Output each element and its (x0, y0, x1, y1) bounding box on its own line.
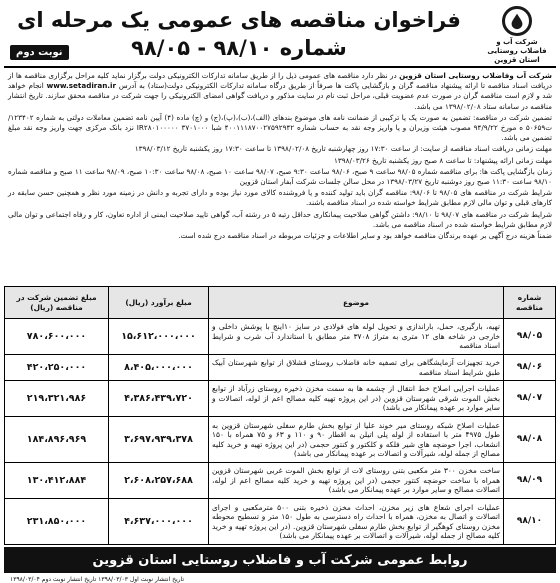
logo-text: شرکت آب و فاضلاب روستایی استان قزوین (487, 38, 547, 64)
tender-subject: عملیات اجرایی اصلاح خط انتقال از چشمه ها به سمت مخزن ذخیره روستای زرآباد از توابع بخش الموت شرقی شهرستان قزوین (در این پروژه تهیه کلیه مصالح اعم از لوله، اتصالات و سایر موارد بر عهده پیمانکار می باشد) (209, 381, 504, 417)
tender-number: ۹۸/۰۷ (504, 381, 556, 417)
table-row (5, 381, 556, 417)
water-drop-icon (502, 6, 532, 36)
setad-link[interactable]: www.setadiran.ir (46, 81, 117, 91)
footer-banner (4, 547, 556, 573)
header-subject: موضوع (209, 287, 504, 319)
tender-guarantee: ۴۲۰،۲۵۰،۰۰۰ (5, 355, 109, 381)
tender-estimate: ۲،۶۰۸،۲۵۷،۶۸۸ (109, 463, 209, 499)
tender-subject: خرید تجهیزات آزمایشگاهی برای تصفیه خانه فاضلاب روستای قشلاق از توابع شهرستان آبیک طبق شرایط اسناد مناقصه (209, 355, 504, 381)
tender-table (4, 286, 556, 545)
paragraph-conditions-works: شرایط شرکت در مناقصه های ۹۸/۰۷ تا ۹۸/۱۰: داشتن گواهی صلاحیت پیمانکاری حداقل رتبه ۵ در رشته آب، گواهی تایید صلاحیت ایمنی از اداره تعاون، کار و رفاه اجتماعی و توان مالی لازم مطابق شرایط خواسته شده در اسناد مناقصه می باشد. (8, 209, 552, 229)
intro-text: در نظر دارد مناقصه های عمومی ذیل را از طریق سامانه تدارکات الکترونیکی دولت برگزار نماید کلیه مراحل برگزاری مناقصه ها از دریافت اسناد مناقصه تا ارائه پیشنهاد مناقصه گران و بازگشایی پاکت ها صرفاً از طریق درگاه سامانه تدارکات الکترونیکی دولت(ستاد) به آدرس (8, 71, 553, 91)
company-name: شرکت آب وفاضلاب روستایی استان قزوین (399, 71, 552, 80)
table-row (5, 499, 556, 545)
tender-guarantee: ۲۱۹،۳۲۱،۹۸۶ (5, 381, 109, 417)
paragraph-intro (8, 71, 552, 112)
tender-subject: عملیات اجرای شعاع های زیر مخزن، احداث مخزن ذخیره بتنی ۵۰۰ مترمکعبی و اجرای اتصالات و اتصال به مخزن، همراه با احداث راه دسترسی به طول ۱۵۰ متر و تسطیح محوطه مخزن روستای کوهگیر از توابع بخش طارم سفلی شهرستان قزوین. (در این پروژه تهیه و خرید کلیه مصالح از جمله لوله، شیرآلات و اتصالات بر عهده پیمانکار می باشد) (209, 499, 504, 545)
intro-text-continued: انجام خواهد شد و لازم است مناقصه گران در صورت عدم عضویت قبلی، مراحل ثبت نام در سایت مذکور و دریافت گواهی امضای الکترونیکی را جهت شرکت در مناقصه محقق سازند. تاریخ انتشار مناقصه در سامانه ستاد ۱۳۹۸/۰۲/۰۸ می باشد. (8, 81, 552, 111)
table-row (5, 355, 556, 381)
table-row (5, 463, 556, 499)
paragraph-opening: زمان بازگشایی پاکت ها: برای مناقصه شماره ۹۸/۰۵ ساعت ۹ صبح، ۹۸/۰۶ ساعت ۹:۳۰ صبح، ۹۸/۰۷ ساعت ۱۰ صبح، ۹۸/۰۸ ساعت ۱۰:۳۰ صبح، ۹۸/۰۹ ساعت ۱۱ صبح و مناقصه شماره ۹۸/۱۰ ساعت ۱۱:۳۰ صبح روز دوشنبه تاریخ ۱۳۹۸/۰۳/۲۷ در محل سالن جلسات شرکت آبفار استان قزوین (8, 166, 552, 187)
paragraph-note: ضمناً هزینه درج آگهی بر عهده برندگان مناقصه خواهد بود و سایر اطلاعات و جزئیات مربوطه در اسناد مناقصه درج شده است. (178, 231, 552, 241)
paragraph-guarantee: تضمین شرکت در مناقصه: تضمین به صورت یک یا ترکیبی از ضمانت نامه های موضوع بندهای (الف)،(ب)،(پ)،(ج) و (چ) ماده (۴) آیین نامه تضمین معاملات دولتی به شماره ۱۲۳۴۰۲/ت۵۰۶۵۹ ه مورخ ۹۴/۹/۲۲ مصوب هیئت وزیران و یا واریز وجه نقد به حساب شماره ۴۰۰۱۱۱۸۷۰۰۲۷۵۹۲۹۴۲ شبا IR۲۸۰۱۰۰۰۰۰ ۳۷۰۱۰۰۰ نزد بانک مرکزی جهت واریز وجه نقد مبلغ تضمین می باشد. (8, 112, 552, 143)
tender-estimate: ۱۵،۶۱۲،۰۰۰،۰۰۰ (109, 319, 209, 355)
notice-number: شماره ۹۸/۱۰ - ۹۸/۰۵ (131, 36, 347, 60)
tender-guarantee: ۷۸۰،۶۰۰،۰۰۰ (5, 319, 109, 355)
header-guarantee: مبلغ تضمین شرکت در مناقصه (ریال) (5, 287, 109, 319)
tender-estimate: ۴،۳۸۶،۴۳۹،۷۲۰ (109, 381, 209, 417)
tender-guarantee: ۱۳۰،۴۱۲،۸۸۴ (5, 463, 109, 499)
tender-guarantee: ۲۳۱،۸۵۰،۰۰۰ (5, 499, 109, 545)
footer-title: روابط عمومی شرکت آب و فاضلاب روستایی استان قزوین (92, 552, 468, 568)
tender-number: ۹۸/۰۸ (504, 417, 556, 463)
tender-number: ۹۸/۱۰ (504, 499, 556, 545)
tender-number: ۹۸/۰۵ (504, 319, 556, 355)
header-estimate: مبلغ برآورد (ریال) (109, 287, 209, 319)
header-number: شماره مناقصه (504, 287, 556, 319)
tender-estimate: ۳،۶۹۷،۹۳۹،۳۷۸ (109, 417, 209, 463)
tender-guarantee: ۱۸۴،۸۹۶،۹۶۹ (5, 417, 109, 463)
tender-subject: عملیات اصلاح شبکه روستای میر خوند علیا از توابع بخش طارم سفلی شهرستان قزوین به طول ۴۹۷۵ متر با استفاده از لوله پلی اتیلن به اقطار ۹۰ و ۱۱۰ و ۶۳ و ۷۵ همراه با ۱۵۰ انشعاب، اجرا حوضچه های شیر فلکه و کلکتور و کنتور حجمی (در این پروژه تهیه و خرید کلیه مصالح از جمله لوله، شیرآلات و اتصالات بر عهده پیمانکار می باشد) (209, 417, 504, 463)
tender-estimate: ۸،۴۰۵،۰۰۰،۰۰۰ (109, 355, 209, 381)
notice-title: فراخوان مناقصه های عمومی یک مرحله ای (17, 8, 461, 32)
company-logo (482, 6, 552, 65)
table-row (5, 417, 556, 463)
header (4, 4, 556, 68)
tender-number: ۹۸/۰۹ (504, 463, 556, 499)
tender-number: ۹۸/۰۶ (504, 355, 556, 381)
paragraph-submission-deadline: مهلت زمانی ارائه پیشنهاد: تا ساعت ۸ صبح روز یکشنبه تاریخ ۱۳۹۸/۰۳/۲۶ (334, 155, 552, 165)
round-badge: نوبت دوم (10, 45, 69, 60)
tender-subject: تهیه، بارگیری، حمل، باراندازی و تحویل لوله های فولادی در سایز ۱۰اینچ با پوشش داخلی و خارجی در شاخه های ۱۲ متری به متراژ ۳۷۰۸ متر مطابق با استاندارد آب شرب و شرایط اسناد مناقصه (209, 319, 504, 355)
table-header-row (5, 287, 556, 319)
notice-body (4, 68, 556, 286)
publication-dates: تاریخ انتشار نوبت اول ۱۳۹۸/۰۳/۰۳ تاریخ انتشار نوبت دوم ۱۳۹۸/۰۳/۰۴ (10, 576, 185, 583)
table-row (5, 319, 556, 355)
paragraph-document-period: مهلت زمانی دریافت اسناد مناقصه از سایت: از ساعت ۱۷:۳۰ روز چهارشنبه تاریخ ۱۳۹۸/۰۲/۰۸ تا ساعت ۱۷:۳۰ روز یکشنبه تاریخ ۱۳۹۸/۰۳/۱۲ (134, 144, 552, 154)
paragraph-conditions-goods: شرایط شرکت در مناقصه های ۹۸/۰۵ تا ۹۸/۰۶: مناقصه گران باید تولید کننده و یا فروشنده کالای مورد نیاز بوده و دارای تجربه و دانش در زمینه مورد نظر و همچنین حسن سابقه در کارهای قبلی و توان مالی لازم مطابق شرایط خواسته شده در اسناد مناقصه باشند. (8, 188, 552, 208)
tender-subject: ساخت مخزن ۳۰۰ متر مکعبی بتنی روستای لات از توابع بخش الموت غربی شهرستان قزوین همراه با ساخت حوضچه کنتور حجمی (در این پروژه تهیه و خرید کلیه مصالح اعم از لوله، اتصالات مصالح و سایر موارد بر عهده پیمانکار می باشد) (209, 463, 504, 499)
tender-estimate: ۴،۶۳۷،۰۰۰،۰۰۰ (109, 499, 209, 545)
